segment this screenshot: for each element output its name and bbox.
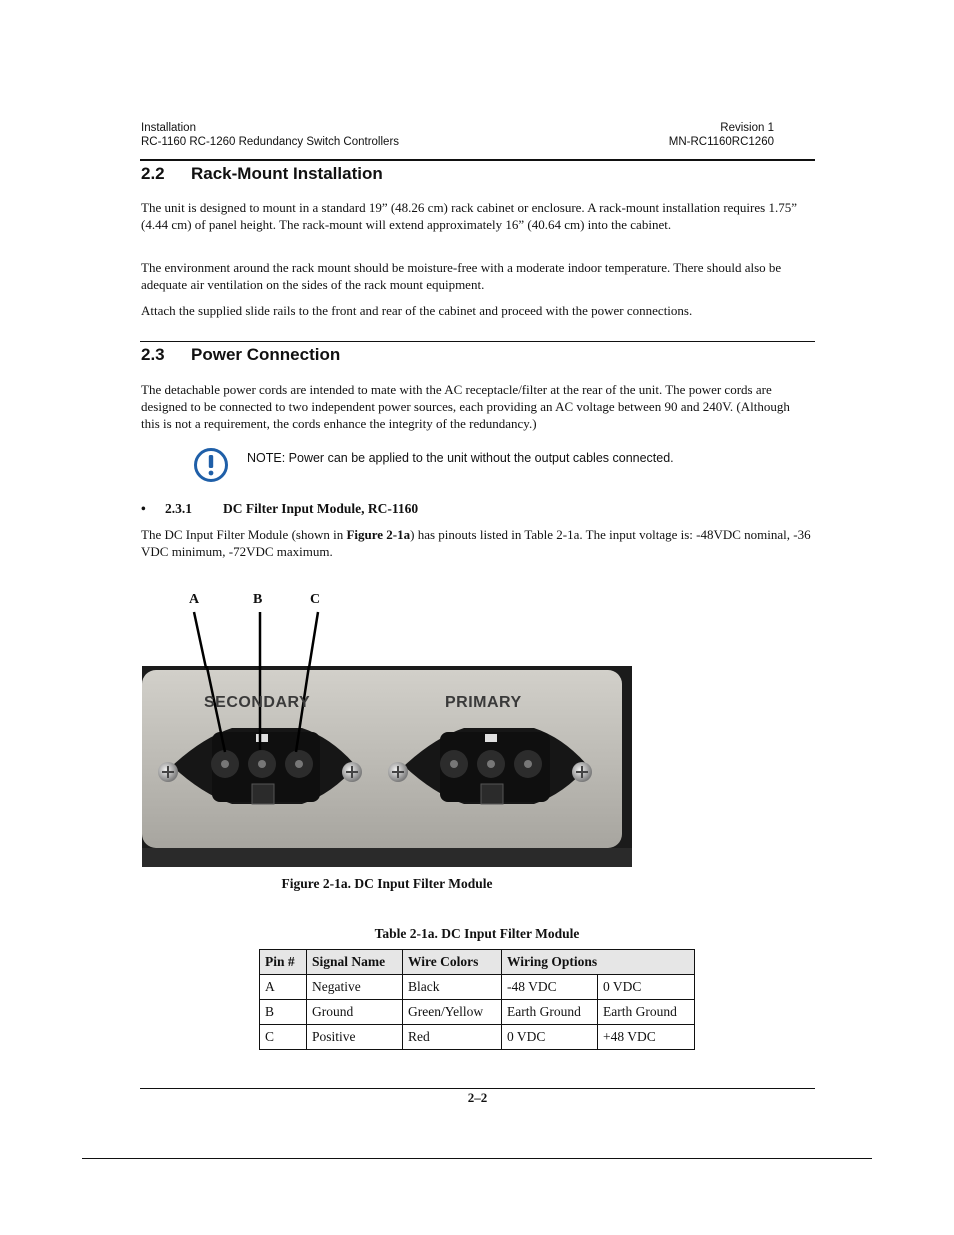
subsection-title: DC Filter Input Module, RC-1160 <box>223 501 419 516</box>
running-header-right <box>560 121 774 149</box>
table-cell: Earth Ground <box>598 1000 695 1025</box>
paragraph-text: The DC Input Filter Module (shown in <box>141 527 347 542</box>
subsection-2-3-1-heading <box>141 500 418 517</box>
bullet: • <box>141 501 146 516</box>
table-caption: Table 2-1a. DC Input Filter Module <box>374 926 580 941</box>
table-cell: Negative <box>307 975 403 1000</box>
table-cell: Positive <box>307 1025 403 1050</box>
pinout-table <box>259 949 695 1050</box>
paragraph-text: ) has pinouts listed in Table 2-1a. The input voltage is: -48VDC nominal, -36 VDC minimum, -72VDC maximum. <box>141 527 811 559</box>
section-number: 2.2 <box>141 164 165 183</box>
header-chapter: Installation <box>141 122 196 134</box>
table-row <box>260 975 695 1000</box>
callout-letter-a: A <box>189 592 200 607</box>
section-number: 2.3 <box>141 345 165 364</box>
table-cell: Red <box>403 1025 502 1050</box>
table-cell: 0 VDC <box>598 975 695 1000</box>
column-header: Pin # <box>260 950 307 975</box>
table-cell: Black <box>403 975 502 1000</box>
bottom-page-rule <box>82 1158 872 1159</box>
section-2-2-heading <box>141 164 383 184</box>
label-primary: PRIMARY <box>445 694 522 711</box>
table-cell: Green/Yellow <box>403 1000 502 1025</box>
paragraph: The environment around the rack mount should be moisture-free with a moderate indoor temperature. There should also be adequate air ventilation on the sides of the rack mount equipment. <box>141 260 782 292</box>
section-title: Rack-Mount Installation <box>191 164 383 183</box>
page-number: 2–2 <box>467 1090 488 1105</box>
subsection-number: 2.3.1 <box>165 501 192 516</box>
column-header: Signal Name <box>307 950 403 975</box>
table-cell: C <box>260 1025 307 1050</box>
table-cell: A <box>260 975 307 1000</box>
table-cell: 0 VDC <box>502 1025 598 1050</box>
info-exclamation-icon <box>193 447 229 483</box>
paragraph <box>141 526 811 560</box>
figure-caption: Figure 2-1a. DC Input Filter Module <box>281 876 493 891</box>
header-revision: Revision 1 <box>720 122 774 134</box>
header-product: RC-1160 RC-1260 Redundancy Switch Controllers <box>141 136 400 148</box>
running-header-left <box>141 121 399 149</box>
column-header: Wiring Options <box>502 950 695 975</box>
section-title: Power Connection <box>191 345 341 364</box>
callout-letter-c: C <box>310 592 321 607</box>
callout-leader-lines <box>142 610 342 670</box>
label-secondary: SECONDARY <box>204 694 311 711</box>
table-cell: +48 VDC <box>598 1025 695 1050</box>
section-rule <box>140 341 815 342</box>
section-2-3-heading <box>141 345 340 365</box>
table-header-row <box>260 950 695 975</box>
footer-rule <box>140 1088 815 1089</box>
header-rule <box>140 159 815 161</box>
column-header: Wire Colors <box>403 950 502 975</box>
paragraph: The detachable power cords are intended to mate with the AC receptacle/filter at the rear of the unit. The power cords are designed to be connected to two independent power sources, each providing an AC voltage between 90 and 240V. (Although this is not a requirement, the cords enhance the integrity of the redundancy.) <box>141 382 790 431</box>
table-cell: Earth Ground <box>502 1000 598 1025</box>
header-doc-number: MN-RC1160RC1260 <box>668 136 774 148</box>
table-cell: Ground <box>307 1000 403 1025</box>
table-row <box>260 1000 695 1025</box>
callout-letter-b: B <box>253 592 263 607</box>
table-cell: B <box>260 1000 307 1025</box>
note-text: NOTE: Power can be applied to the unit without the output cables connected. <box>247 451 674 465</box>
table-row <box>260 1025 695 1050</box>
paragraph: Attach the supplied slide rails to the front and rear of the cabinet and proceed with the power connections. <box>141 303 693 318</box>
figure-reference: Figure 2-1a <box>346 527 411 542</box>
dc-input-filter-photo <box>142 666 632 867</box>
table-cell: -48 VDC <box>502 975 598 1000</box>
paragraph: The unit is designed to mount in a standard 19” (48.26 cm) rack cabinet or enclosure. A rack-mount installation requires 1.75” (4.44 cm) of panel height. The rack-mount will extend approximately 16” (40.64 cm) into the cabinet. <box>141 200 797 232</box>
